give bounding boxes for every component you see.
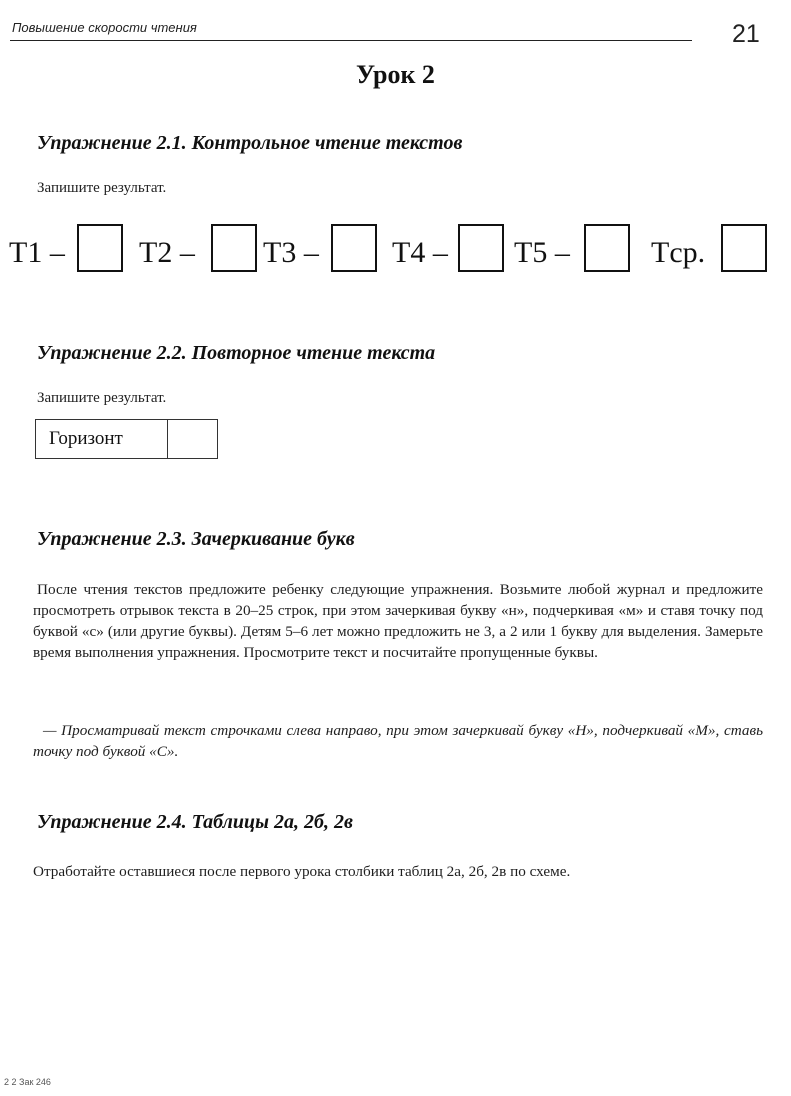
horizon-divider [167, 420, 168, 458]
horizon-label: Горизонт [49, 428, 123, 449]
result-label: Tср. [651, 236, 706, 269]
result-box[interactable] [721, 224, 767, 272]
header-rule [10, 40, 692, 41]
result-label: T4 – [392, 236, 448, 269]
result-box[interactable] [331, 224, 377, 272]
page-number: 21 [732, 20, 760, 48]
results-row [9, 222, 769, 278]
horizon-table [35, 419, 218, 459]
result-label: T5 – [514, 236, 570, 269]
result-box[interactable] [77, 224, 123, 272]
result-box[interactable] [584, 224, 630, 272]
exercise-2-4-heading: Упражнение 2.4. Таблицы 2а, 2б, 2в [37, 811, 353, 833]
exercise-2-3-heading: Упражнение 2.3. Зачеркивание букв [37, 528, 355, 550]
result-label: T3 – [263, 236, 319, 269]
exercise-2-3-paragraph: После чтения текстов предложите ребенку следующие упражнения. Возьмите любой журнал и предложите просмотреть отрывок текста в 20–25 строк, при этом зачеркивая букву «н», подчеркивая «м» и ставя точку под буквой «с» (или другие буквы). Детям 5–6 лет можно предложить не 3, а 2 или 1 букву для выделения. Замерьте время выполнения упражнения. Просмотрите текст и посчитайте пропущенные буквы. [33, 581, 763, 661]
exercise-2-3-instruction: — Просматривай текст строчками слева направо, при этом зачеркивай букву «Н», подчеркивай «М», ставь точку под буквой «С». [33, 722, 763, 760]
exercise-2-4-paragraph: Отработайте оставшиеся после первого урока столбики таблиц 2а, 2б, 2в по схеме. [33, 863, 571, 880]
horizon-result-cell[interactable] [169, 420, 216, 458]
result-box[interactable] [211, 224, 257, 272]
exercise-2-2-instruction: Запишите результат. [37, 390, 167, 406]
running-header-title: Повышение скорости чтения [12, 20, 197, 35]
exercise-2-1-instruction: Запишите результат. [37, 180, 167, 196]
result-box[interactable] [458, 224, 504, 272]
exercise-2-2-heading: Упражнение 2.2. Повторное чтение текста [37, 342, 436, 364]
result-label: T2 – [139, 236, 195, 269]
exercise-2-1-heading: Упражнение 2.1. Контрольное чтение текстов [37, 132, 463, 154]
result-label: T1 – [9, 236, 65, 269]
print-signature-mark: 2 2 Зак 246 [4, 1077, 51, 1087]
lesson-title: Урок 2 [356, 60, 435, 89]
